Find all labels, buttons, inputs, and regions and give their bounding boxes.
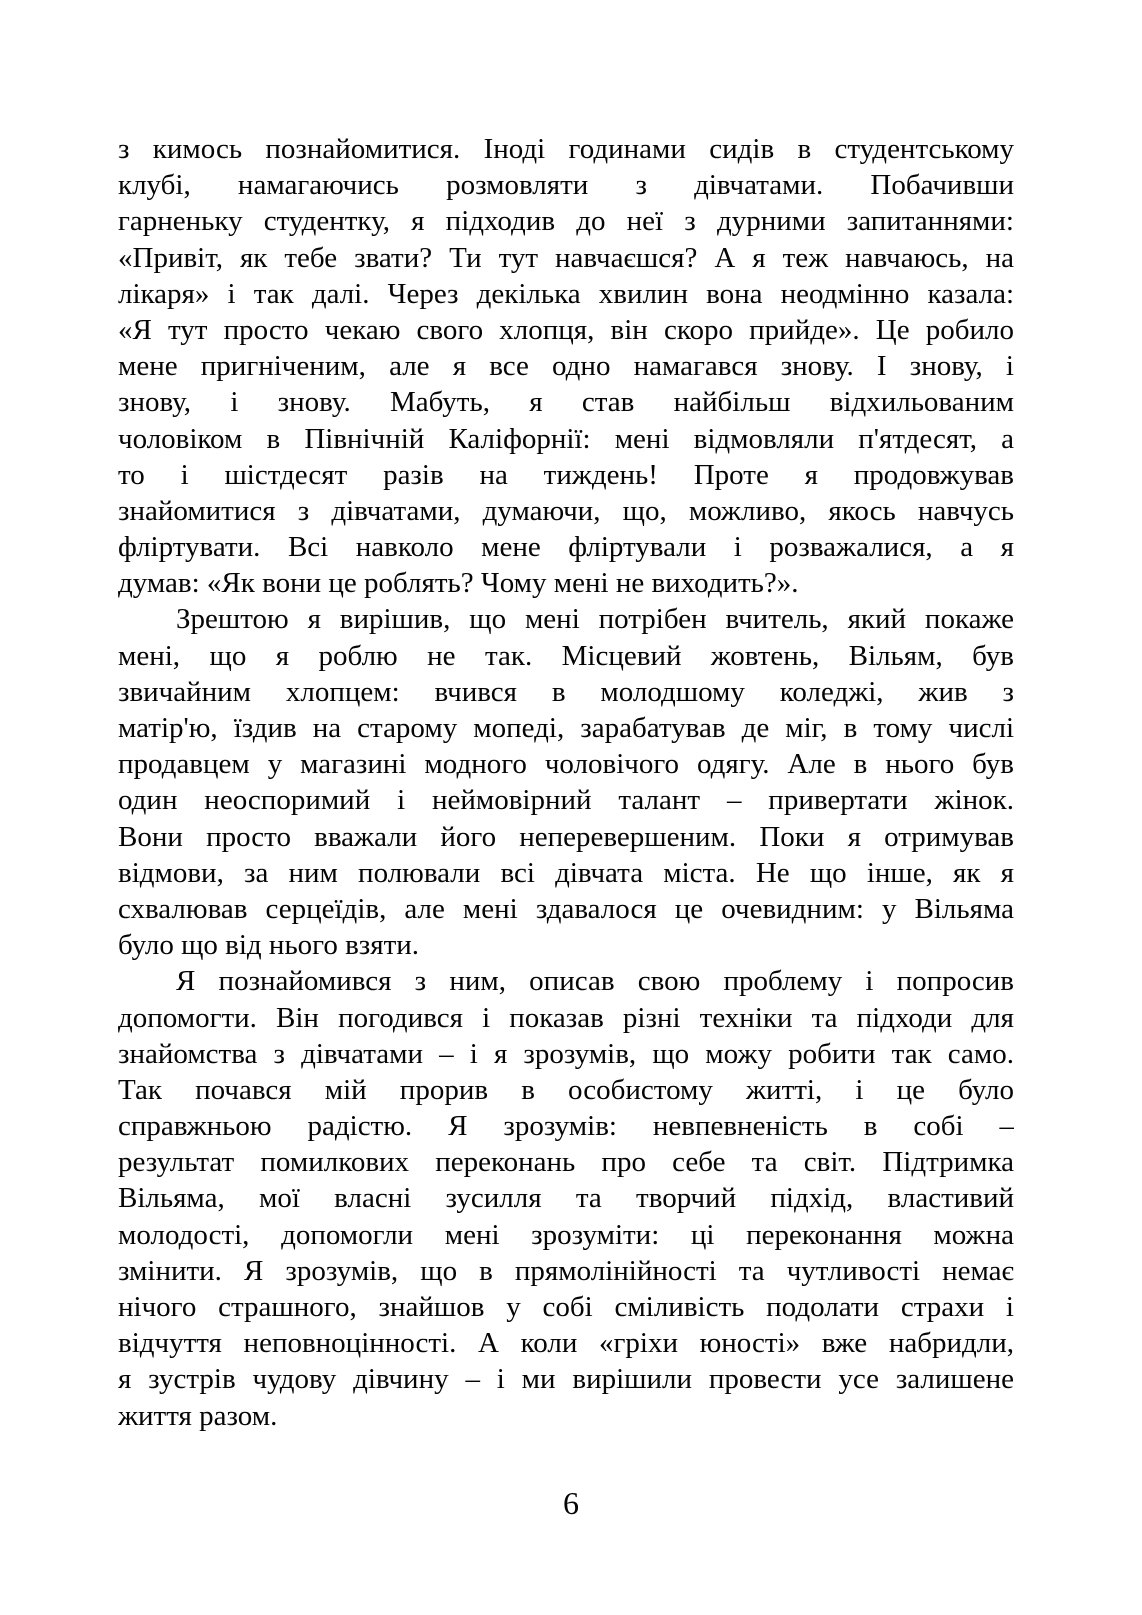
text-line: лікаря» і так далі. Через декілька хвилин вона неодмінно казала: [118, 277, 1014, 310]
text-line: мене пригніченим, але я все одно намагався знову. І знову, і [118, 350, 1014, 383]
text-line: знову, і знову. Мабуть, я став найбільш відхильованим [118, 386, 1014, 419]
text-line: то і шістдесят разів на тиждень! Проте я продовжував [118, 458, 1014, 491]
text-block [118, 131, 1014, 1434]
paragraph [118, 131, 1014, 601]
page-number: 6 [563, 1485, 579, 1521]
text-line: чоловіком в Північній Каліфорнії: мені відмовляли п'ятдесят, а [118, 422, 1014, 455]
text-line: відчуття неповноцінності. А коли «гріхи юності» вже набридли, [118, 1327, 1014, 1360]
text-line: клубі, намагаючись розмовляти з дівчатами. Побачивши [118, 169, 1014, 202]
text-line: «Я тут просто чекаю свого хлопця, він скоро прийде». Це робило [118, 313, 1014, 346]
text-line: Я познайомився з ним, описав свою проблему і попросив [176, 965, 1014, 998]
text-line: схвалював серцеїдів, але мені здавалося це очевидним: у Вільяма [118, 892, 1014, 925]
text-line: гарненьку студентку, я підходив до неї з дурними запитаннями: [118, 205, 1014, 238]
text-line: знайомства з дівчатами – і я зрозумів, що можу робити так само. [118, 1037, 1014, 1070]
text-line: з кимось познайомитися. Іноді годинами сидів в студентському [118, 133, 1014, 165]
text-line: було що від нього взяти. [118, 929, 420, 962]
text-line: Так почався мій прорив в особистому житті, і це було [118, 1073, 1014, 1106]
paragraph [118, 963, 1014, 1433]
text-line: життя разом. [118, 1399, 278, 1432]
text-line: молодості, допомогли мені зрозуміти: ці переконання можна [118, 1218, 1014, 1251]
text-line: думав: «Як вони це роблять? Чому мені не виходить?». [118, 567, 799, 600]
paragraph [118, 601, 1014, 963]
text-line: змінити. Я зрозумів, що в прямолінійності та чутливості немає [118, 1254, 1014, 1287]
text-line: знайомитися з дівчатами, думаючи, що, можливо, якось навчусь [118, 494, 1014, 527]
text-line: результат помилкових переконань про себе та світ. Підтримка [118, 1146, 1014, 1179]
text-line: звичайним хлопцем: вчився в молодшому коледжі, жив з [118, 675, 1014, 708]
text-line: продавцем у магазині модного чоловічого одягу. Але в нього був [118, 748, 1014, 781]
text-line: Вони просто вважали його неперевершеним. Поки я отримував [118, 820, 1014, 853]
text-line: «Привіт, як тебе звати? Ти тут навчаєшся? А я теж навчаюсь, на [118, 241, 1014, 274]
text-line: фліртувати. Всі навколо мене фліртували і розважалися, а я [118, 531, 1014, 564]
text-line: справжньою радістю. Я зрозумів: невпевненість в собі – [118, 1110, 1014, 1143]
text-line: Вільяма, мої власні зусилля та творчий підхід, властивий [118, 1182, 1014, 1215]
text-line: я зустрів чудову дівчину – і ми вирішили провести усе залишене [118, 1363, 1014, 1396]
text-line: один неоспоримий і неймовірний талант – привертати жінок. [118, 784, 1014, 817]
text-line: допомогти. Він погодився і показав різні техніки та підходи для [118, 1001, 1014, 1034]
text-line: нічого страшного, знайшов у собі сміливість подолати страхи і [118, 1291, 1014, 1323]
text-line: мені, що я роблю не так. Місцевий жовтень, Вільям, був [118, 639, 1014, 672]
text-line: матір'ю, їздив на старому мопеді, зарабатував де міг, в тому числі [118, 712, 1014, 744]
text-line: відмови, за ним полювали всі дівчата міста. Не що інше, як я [118, 856, 1014, 889]
text-line: Зрештою я вирішив, що мені потрібен вчитель, який покаже [176, 603, 1014, 636]
